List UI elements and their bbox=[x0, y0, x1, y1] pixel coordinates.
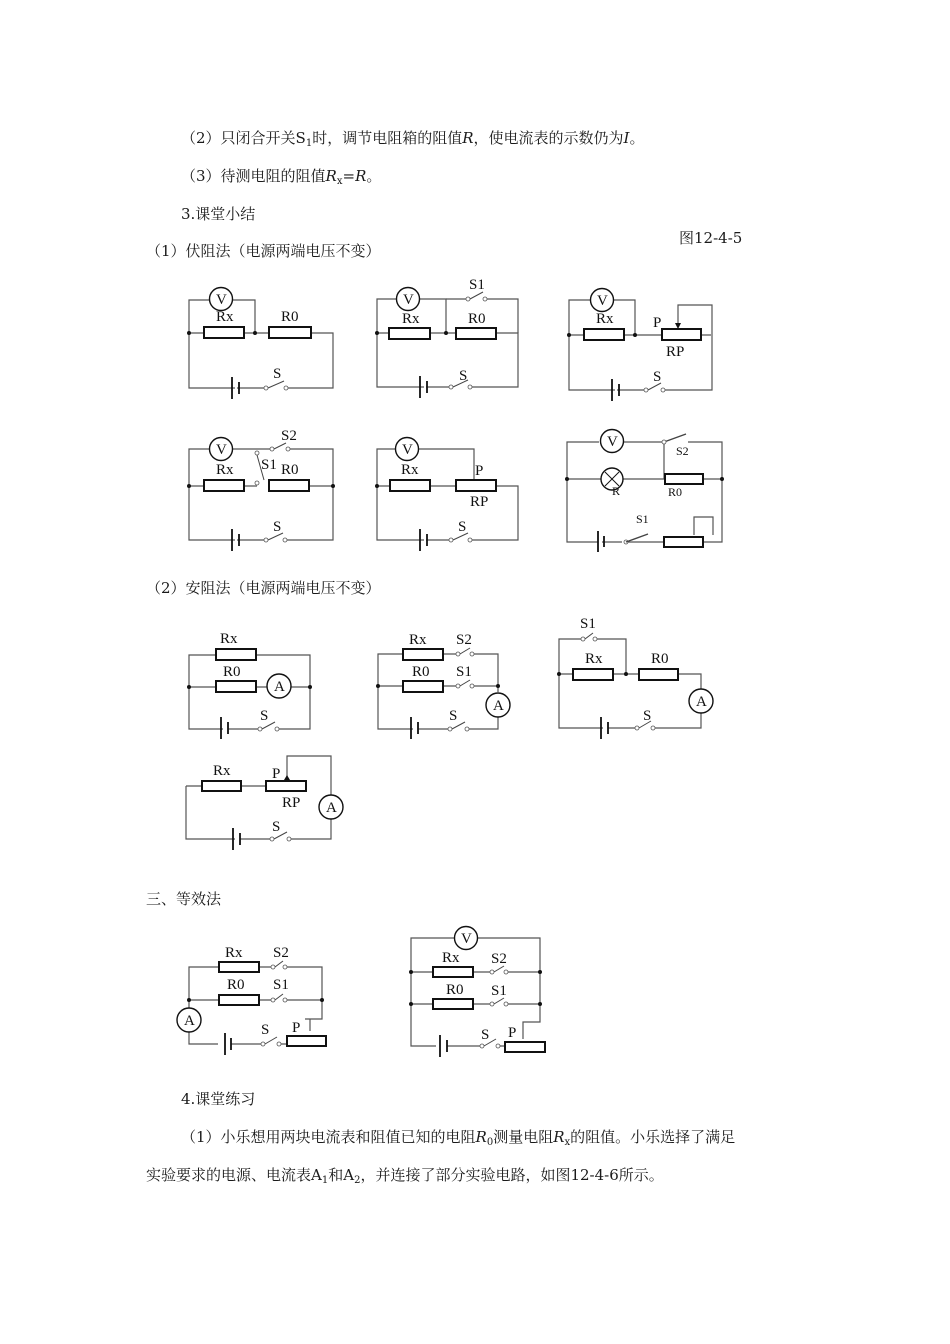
voltmeter-label: V bbox=[216, 442, 227, 458]
resistor-r0 bbox=[269, 480, 309, 491]
label-p: P bbox=[272, 766, 281, 782]
label-rp: RP bbox=[282, 795, 301, 811]
label-s: S bbox=[449, 708, 458, 724]
label-p: P bbox=[653, 315, 662, 331]
voltmeter-label: V bbox=[402, 442, 413, 458]
label-rp: RP bbox=[470, 494, 489, 510]
resistor-rx bbox=[573, 669, 613, 680]
label-rx: Rx bbox=[401, 462, 419, 478]
label-rx: Rx bbox=[220, 631, 238, 647]
practice-question-line-1: （1）小乐想用两块电流表和阻值已知的电阻$R_0$测量电阻$R_x$的阻值。小乐选择了满足 bbox=[181, 1128, 736, 1148]
resistor-r0 bbox=[269, 327, 311, 338]
label-s1: S1 bbox=[636, 512, 649, 526]
label-r0: R0 bbox=[468, 311, 486, 327]
circuit-ammeter-2 bbox=[370, 625, 520, 750]
circuit-voltmeter-2 bbox=[368, 275, 528, 400]
label-r: R bbox=[612, 484, 621, 498]
label-s2: S2 bbox=[676, 444, 689, 458]
label-s: S bbox=[260, 708, 269, 724]
circuit-equivalent-1 bbox=[175, 940, 335, 1060]
label-s: S bbox=[273, 366, 282, 382]
label-r0: R0 bbox=[412, 664, 430, 680]
label-rp: RP bbox=[666, 344, 685, 360]
label-r0: R0 bbox=[281, 462, 299, 478]
rheostat-p bbox=[287, 1036, 326, 1046]
label-s: S bbox=[272, 819, 281, 835]
resistor-rx bbox=[433, 967, 473, 977]
label-r0: R0 bbox=[223, 664, 241, 680]
label-s: S bbox=[273, 519, 282, 535]
label-r0: R0 bbox=[668, 485, 683, 499]
label-s1: S1 bbox=[273, 977, 289, 993]
label-rx: Rx bbox=[442, 950, 460, 966]
voltmeter-label: V bbox=[607, 434, 618, 450]
label-s2: S2 bbox=[491, 951, 507, 967]
step-2-line: （2）只闭合开关$S_1$时，调节电阻箱的阻值R，使电流表的示数仍为I。 bbox=[181, 129, 645, 149]
label-r0: R0 bbox=[281, 309, 299, 325]
subheading-voltmeter-method: （1）伏阻法（电源两端电压不变） bbox=[146, 242, 381, 260]
ammeter-label: A bbox=[184, 1013, 195, 1029]
circuit-voltmeter-3 bbox=[560, 280, 720, 405]
label-p: P bbox=[292, 1020, 301, 1036]
resistor-rx bbox=[390, 480, 430, 491]
resistor-rx bbox=[216, 649, 256, 660]
label-s: S bbox=[643, 708, 652, 724]
rheostat-p bbox=[505, 1042, 545, 1052]
section-heading-summary: 3.课堂小结 bbox=[181, 205, 256, 223]
resistor-r0 bbox=[456, 328, 496, 339]
resistor-rx bbox=[202, 781, 241, 791]
section-heading-equivalent: 三、等效法 bbox=[146, 890, 222, 908]
voltmeter-label: V bbox=[597, 293, 608, 309]
circuit-ammeter-1 bbox=[180, 625, 330, 750]
label-s1: S1 bbox=[580, 616, 596, 632]
resistor-rx bbox=[204, 327, 244, 338]
step-3-line: （3）待测电阻的阻值$R_x=R$。 bbox=[181, 167, 382, 187]
label-p: P bbox=[508, 1025, 517, 1041]
circuit-ammeter-3 bbox=[553, 612, 723, 737]
label-s: S bbox=[459, 368, 468, 384]
label-rx: Rx bbox=[409, 632, 427, 648]
figure-caption: 图12-4-5 bbox=[679, 229, 743, 247]
label-s: S bbox=[458, 519, 467, 535]
resistor-r0 bbox=[639, 669, 678, 680]
voltmeter-label: V bbox=[461, 931, 472, 947]
label-rx: Rx bbox=[402, 311, 420, 327]
ammeter-label: A bbox=[274, 679, 285, 695]
subheading-ammeter-method: （2）安阻法（电源两端电压不变） bbox=[146, 579, 381, 597]
label-s: S bbox=[261, 1022, 270, 1038]
resistor-r0 bbox=[216, 681, 256, 692]
circuit-voltmeter-5 bbox=[368, 428, 528, 553]
resistor-rx bbox=[219, 962, 259, 972]
resistor-r0 bbox=[403, 681, 443, 692]
section-heading-practice: 4.课堂练习 bbox=[181, 1090, 256, 1108]
label-r0: R0 bbox=[446, 982, 464, 998]
label-rx: Rx bbox=[596, 311, 614, 327]
label-s1: S1 bbox=[469, 277, 485, 293]
circuit-voltmeter-4 bbox=[180, 428, 340, 553]
label-p: P bbox=[475, 463, 484, 479]
rheostat-rp bbox=[456, 480, 496, 491]
label-s1: S1 bbox=[261, 457, 277, 473]
label-s2: S2 bbox=[273, 945, 289, 961]
label-s1: S1 bbox=[491, 983, 507, 999]
resistor-r0 bbox=[665, 474, 703, 484]
rheostat-rp bbox=[266, 781, 306, 791]
circuit-equivalent-2 bbox=[403, 925, 553, 1060]
resistor-rx bbox=[204, 480, 244, 491]
ammeter-label: A bbox=[493, 698, 504, 714]
voltmeter-label: V bbox=[216, 292, 227, 308]
resistor-rx bbox=[389, 328, 430, 339]
label-rx: Rx bbox=[216, 309, 234, 325]
label-rx: Rx bbox=[213, 763, 231, 779]
circuit-ammeter-4 bbox=[180, 755, 350, 860]
resistor-r0 bbox=[433, 999, 473, 1009]
ammeter-label: A bbox=[326, 800, 337, 816]
label-s: S bbox=[653, 369, 662, 385]
label-r0: R0 bbox=[227, 977, 245, 993]
circuit-voltmeter-1 bbox=[180, 280, 340, 405]
label-s1: S1 bbox=[456, 664, 472, 680]
ammeter-label: A bbox=[696, 694, 707, 710]
resistor-r0 bbox=[219, 995, 259, 1005]
label-s2: S2 bbox=[281, 428, 297, 444]
rheostat-rp bbox=[662, 329, 701, 340]
voltmeter-label: V bbox=[403, 292, 414, 308]
label-rx: Rx bbox=[216, 462, 234, 478]
label-rx: Rx bbox=[585, 651, 603, 667]
practice-question-line-2: 实验要求的电源、电流表$A_1$和$A_2$，并连接了部分实验电路，如图12-4-6所示。 bbox=[146, 1166, 664, 1186]
circuit-voltmeter-6 bbox=[560, 425, 730, 553]
label-s2: S2 bbox=[456, 632, 472, 648]
label-rx: Rx bbox=[225, 945, 243, 961]
rheostat bbox=[664, 537, 703, 547]
resistor-rx bbox=[403, 649, 443, 660]
label-r0: R0 bbox=[651, 651, 669, 667]
label-s: S bbox=[481, 1027, 490, 1043]
resistor-rx bbox=[584, 329, 624, 340]
